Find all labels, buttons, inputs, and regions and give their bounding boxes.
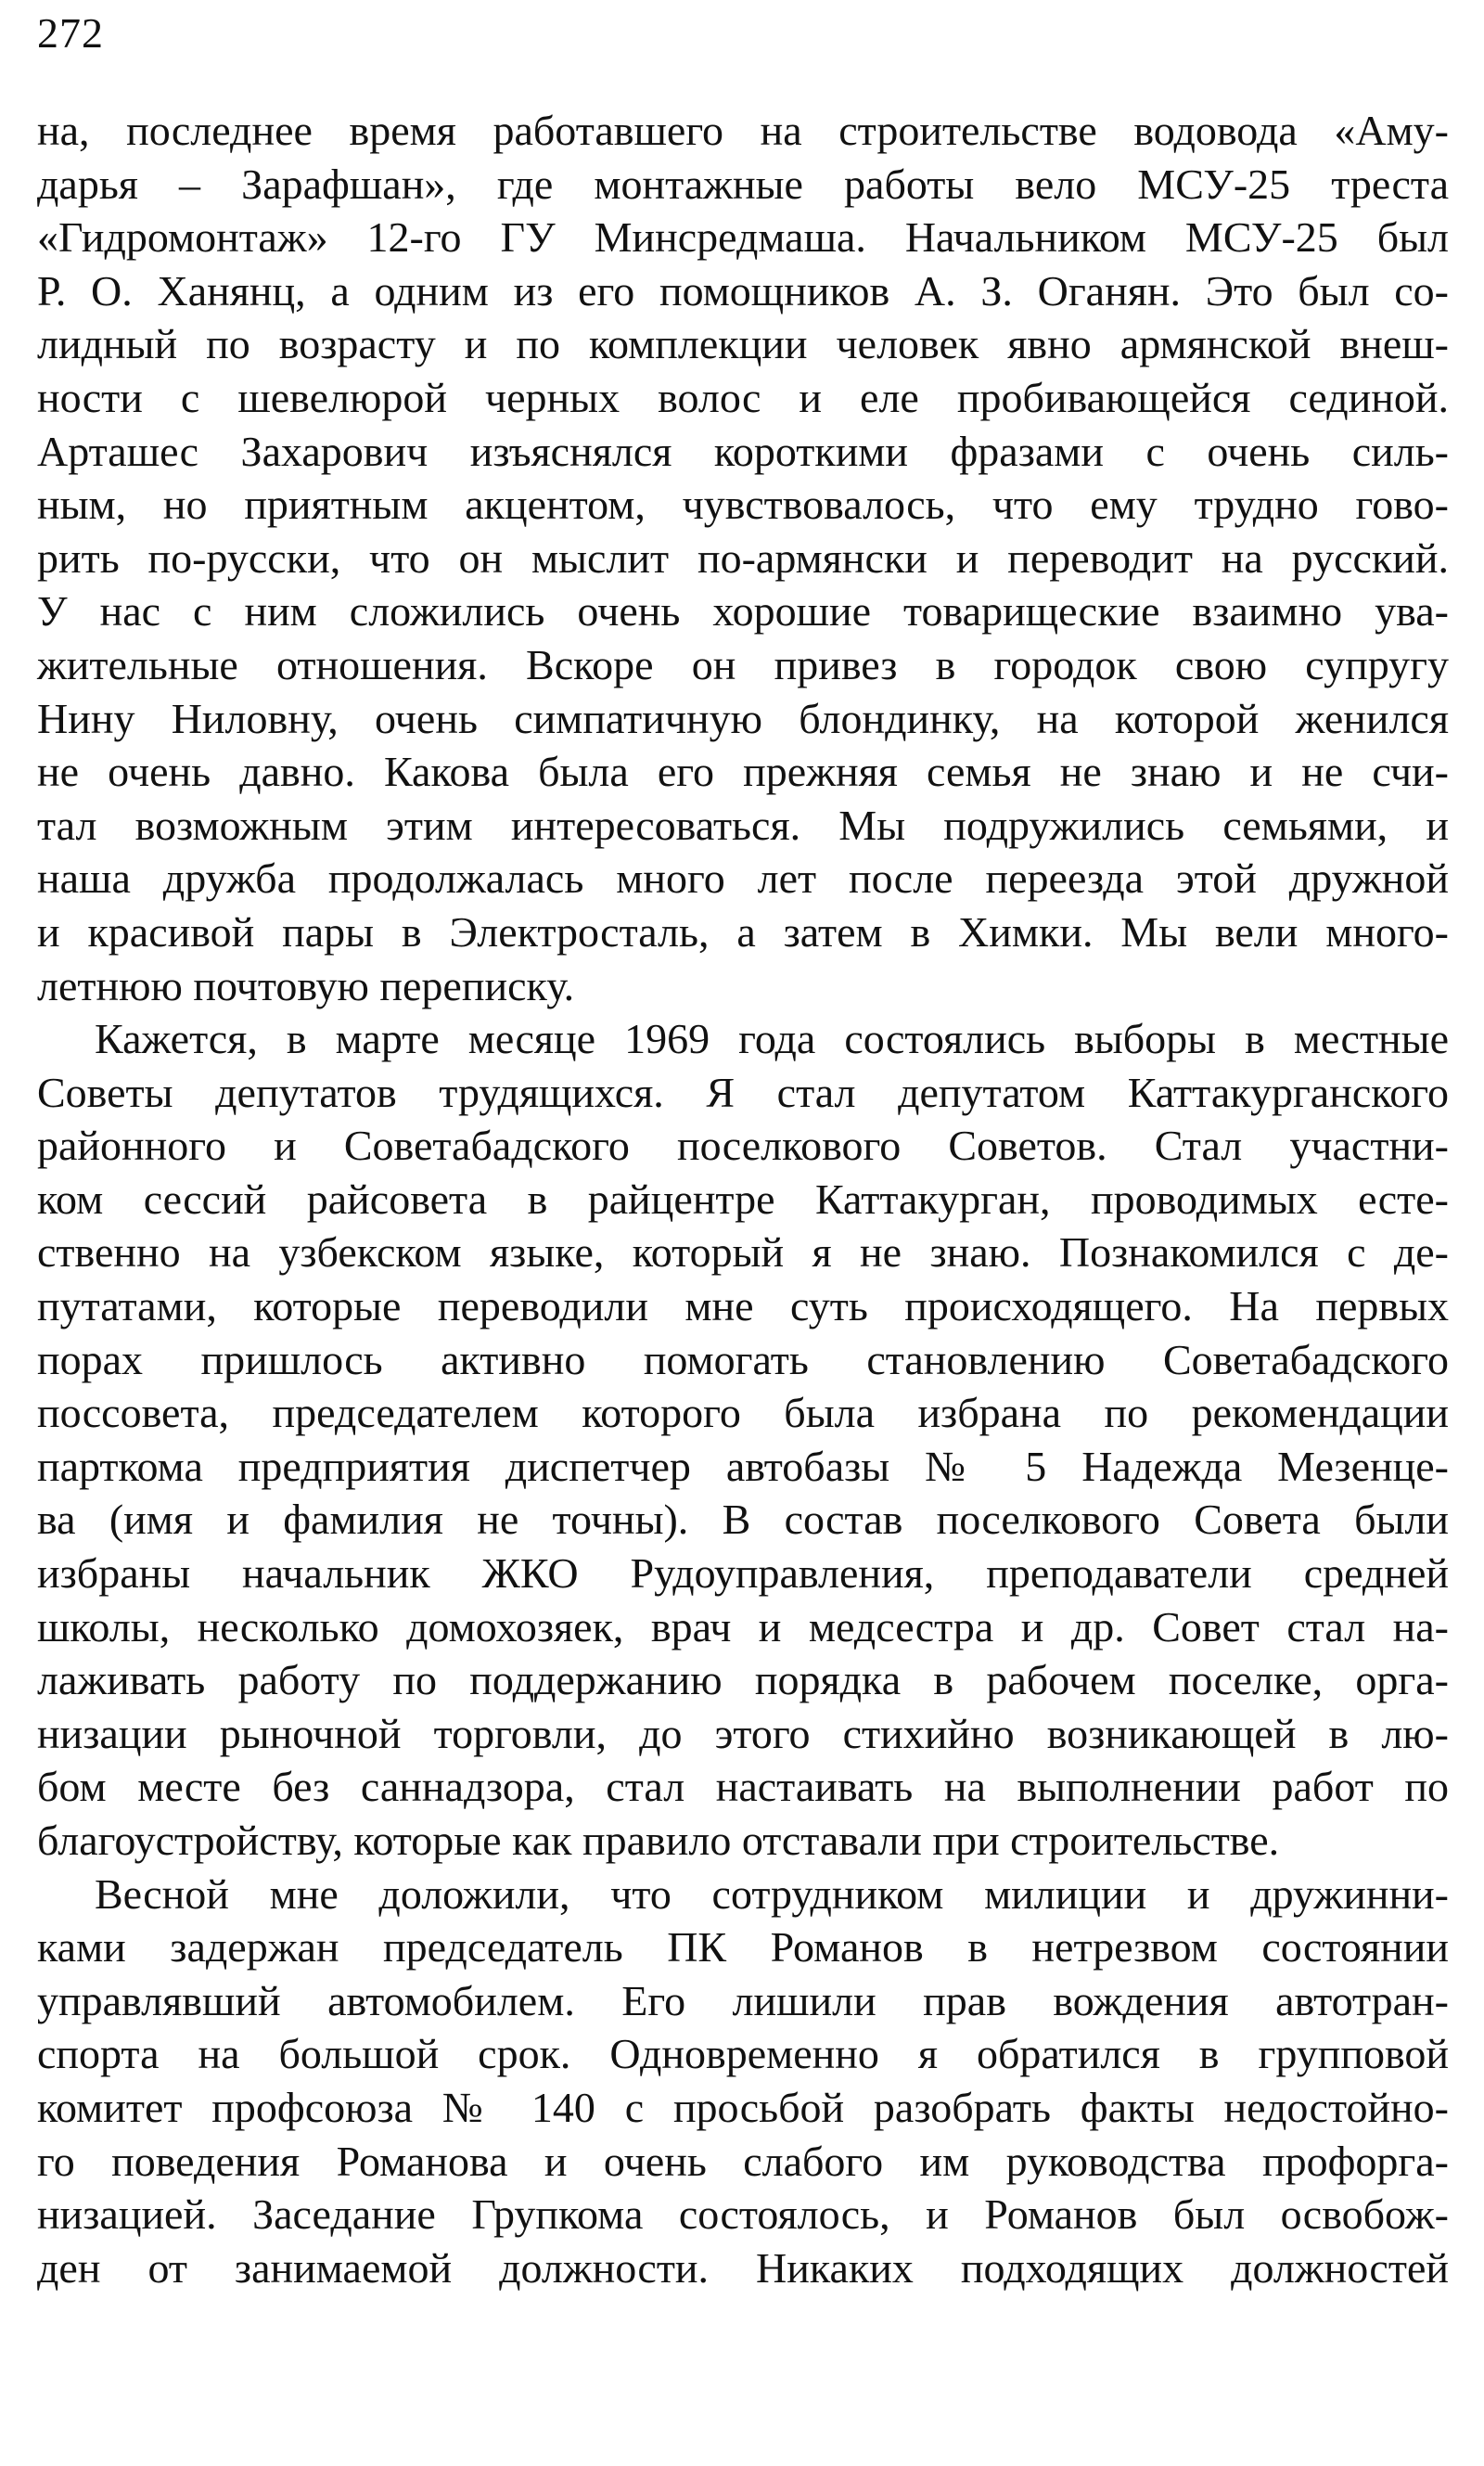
text-line: избраны начальник ЖКО Рудоуправления, преподаватели средней (37, 1549, 1449, 1598)
text-line: и красивой пары в Электросталь, а затем в Химки. Мы вели много- (37, 907, 1449, 956)
text-line: ком сессий райсовета в райцентре Каттакурган, проводимых есте- (37, 1175, 1449, 1223)
text-line: дарья – Зарафшан», где монтажные работы вело МСУ-25 треста (37, 160, 1449, 208)
text-line: низации рыночной торговли, до этого стихийно возникающей в лю- (37, 1709, 1449, 1757)
text-line: Р. О. Ханянц, а одним из его помощников А. З. Оганян. Это был со- (37, 266, 1449, 315)
text-line: лидный по возрасту и по комплекции человек явно армянской внеш- (37, 320, 1449, 368)
text-line: ности с шевелюрой черных волос и еле пробивающейся сединой. (37, 373, 1449, 421)
text-line: жительные отношения. Вскоре он привез в городок свою супругу (37, 640, 1449, 688)
text-line: тал возможным этим интересоваться. Мы подружились семьями, и (37, 801, 1449, 849)
text-line: Нину Ниловну, очень симпатичную блондинку, на которой женился (37, 694, 1449, 742)
page-number: 272 (37, 9, 104, 57)
text-line: бом месте без саннадзора, стал настаивать на выполнении работ по (37, 1763, 1449, 1811)
text-line: ственно на узбекском языке, который я не знаю. Познакомился с де- (37, 1228, 1449, 1277)
text-line: ками задержан председатель ПК Романов в нетрезвом состоянии (37, 1923, 1449, 1972)
text-line: лаживать работу по поддержанию порядка в рабочем поселке, орга- (37, 1656, 1449, 1704)
text-line: Кажется, в марте месяце 1969 года состоялись выборы в местные (95, 1015, 1449, 1063)
text-line: не очень давно. Какова была его прежняя семья не знаю и не счи- (37, 748, 1449, 796)
text-line: поссовета, председателем которого была избрана по рекомендации (37, 1389, 1449, 1437)
text-line: низацией. Заседание Групкома состоялось, и Романов был освобож- (37, 2190, 1449, 2239)
text-line: на, последнее время работавшего на строительстве водовода «Аму- (37, 107, 1449, 154)
text-line: районного и Советабадского поселкового Советов. Стал участни- (37, 1122, 1449, 1170)
text-line: школы, несколько домохозяек, врач и медсестра и др. Совет стал на- (37, 1602, 1449, 1650)
text-line: Арташес Захарович изъяснялся короткими фразами с очень силь- (37, 427, 1449, 475)
text-line: парткома предприятия диспетчер автобазы № 5 Надежда Мезенце- (37, 1442, 1449, 1490)
text-line: ным, но приятным акцентом, чувствовалось, что ему трудно гово- (37, 481, 1449, 529)
text-line: спорта на большой срок. Одновременно я обратился в групповой (37, 2030, 1449, 2078)
text-line: рить по-русски, что он мыслит по-армянски и переводит на русский. (37, 533, 1449, 582)
text-line: ва (имя и фамилия не точны). В состав поселкового Совета были (37, 1496, 1449, 1544)
text-line: порах пришлось активно помогать становлению Советабадского (37, 1335, 1449, 1383)
text-line: благоустройству, которые как правило отставали при строительстве. (37, 1817, 1280, 1864)
text-line: «Гидромонтаж» 12-го ГУ Минсредмаша. Начальником МСУ-25 был (37, 213, 1449, 262)
text-line: комитет профсоюза № 140 с просьбой разобрать факты недостойно- (37, 2083, 1449, 2131)
text-line: У нас с ним сложились очень хорошие товарищеские взаимно ува- (37, 587, 1449, 636)
text-line: путатами, которые переводили мне суть происходящего. На первых (37, 1282, 1449, 1330)
text-line: управлявший автомобилем. Его лишили прав вождения автотран- (37, 1976, 1449, 2024)
text-line: ден от занимаемой должности. Никаких подходящих должностей (37, 2243, 1449, 2292)
text-line: го поведения Романова и очень слабого им руководства профорга- (37, 2137, 1449, 2185)
text-line: летнюю почтовую переписку. (37, 961, 575, 1009)
text-line: Советы депутатов трудящихся. Я стал депутатом Каттакурганского (37, 1068, 1449, 1116)
text-line: Весной мне доложили, что сотрудником милиции и дружинни- (95, 1869, 1449, 1918)
body-text (37, 104, 1449, 2294)
text-line: наша дружба продолжалась много лет после переезда этой дружной (37, 854, 1449, 903)
